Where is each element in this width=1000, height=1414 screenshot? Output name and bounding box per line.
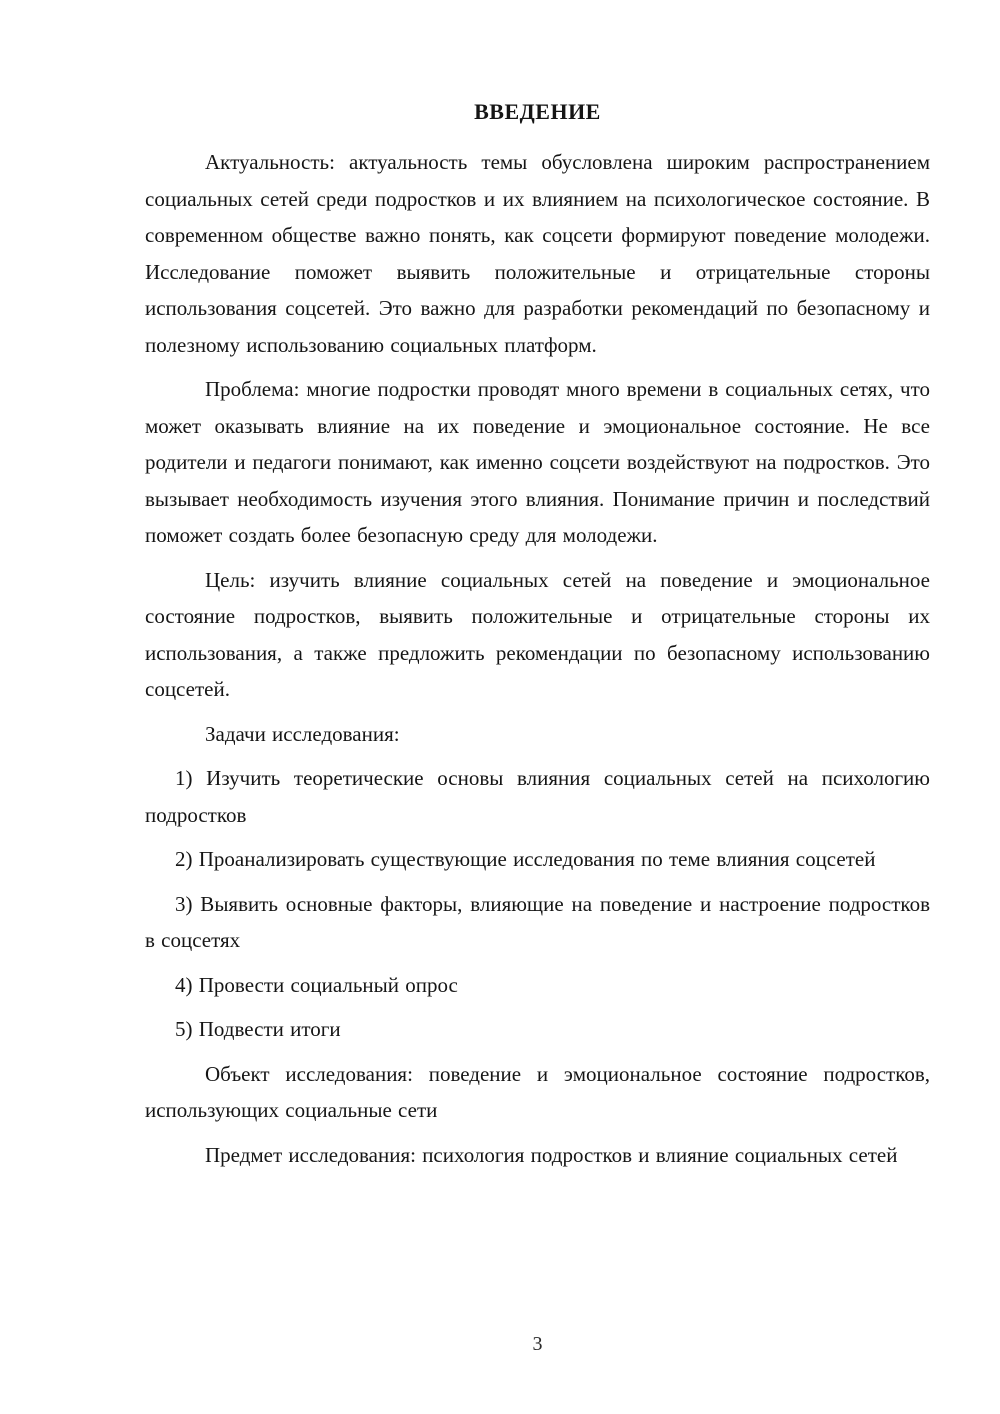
tasks-heading: Задачи исследования: <box>205 721 400 746</box>
paragraph-subject: Предмет исследования: психология подростков и влияние социальных сетей <box>205 1142 898 1167</box>
page-number: 3 <box>532 1333 543 1355</box>
page-title: ВВЕДЕНИЕ <box>474 99 601 124</box>
paragraph-goal: Цель: изучить влияние социальных сетей на поведение и эмоциональное состояние подростков, выявить положительные и отрицательные стороны их использования, а также предложить рекомендации по безопасному использованию соцсетей. <box>145 567 930 701</box>
task-item-2: 2) Проанализировать существующие исследования по теме влияния соцсетей <box>175 847 876 871</box>
task-item-5: 5) Подвести итоги <box>175 1017 341 1041</box>
paragraph-object: Объект исследования: поведение и эмоциональное состояние подростков, использующих социальные сети <box>145 1061 930 1122</box>
paragraph-problem: Проблема: многие подростки проводят много времени в социальных сетях, что может оказывать влияние на их поведение и эмоциональное состояние. Не все родители и педагоги понимают, как именно соцсети воздействуют на подростков. Это вызывает необходимость изучения этого влияния. Понимание причин и последствий поможет создать более безопасную среду для молодежи. <box>145 377 930 547</box>
paragraph-relevance: Актуальность: актуальность темы обусловлена широким распространением социальных сетей среди подростков и их влиянием на психологическое состояние. В современном обществе важно понять, как соцсети формируют поведение молодежи. Исследование поможет выявить положительные и отрицательные стороны использования соцсетей. Это важно для разработки рекомендаций по безопасному и полезному использованию социальных платформ. <box>145 150 930 357</box>
task-item-3: 3) Выявить основные факторы, влияющие на поведение и настроение подростков в соцсетях <box>145 891 930 952</box>
task-item-4: 4) Провести социальный опрос <box>175 972 458 997</box>
task-item-1: 1) Изучить теоретические основы влияния социальных сетей на психологию подростков <box>145 766 930 827</box>
